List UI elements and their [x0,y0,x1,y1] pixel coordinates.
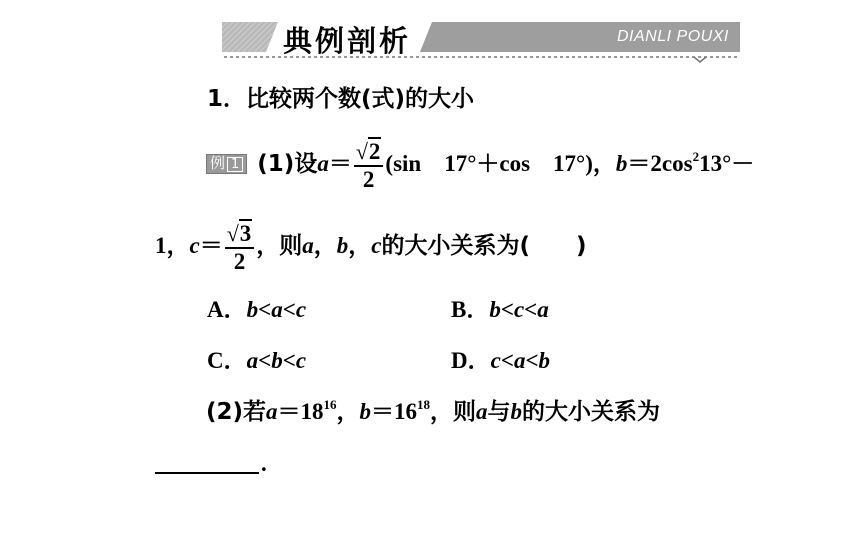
comma1: ， [313,232,337,258]
var-b: b [615,150,628,176]
option-a [207,298,306,321]
option-a-text: b<a<c [246,297,307,322]
comma2: ， [348,232,372,258]
equals-sign-c: ＝ [199,232,223,258]
line2-start: 1， [155,232,190,258]
answer-period: . [261,451,267,476]
expr-b-end: 13°－ [699,150,755,176]
list-c: c [371,232,382,258]
part2-prefix: (2)若 [206,399,267,425]
expr-b-exponent: 2 [692,148,700,164]
part1-prefix: (1)设 [257,150,318,177]
answer-blank[interactable] [155,472,259,474]
list-b: b [336,232,349,258]
option-d-text: c<a<b [490,348,551,373]
banner-graphic [0,0,861,70]
part2-eq-a: ＝18 [277,399,324,424]
option-b-label: B． [451,297,490,322]
option-d-label: D． [451,348,491,373]
part2-end: 的大小关系为 [522,399,661,425]
part2-exp-a: 16 [323,397,337,412]
fraction-sqrt3-over-2: $\frac{√3}{2}$ [225,222,255,273]
list-a: a [302,232,314,258]
expr-a: (sin 17°＋cos 17°)， [385,150,616,176]
section-banner [0,0,861,70]
part2-eq-b: ＝16 [371,399,418,424]
var-c: c [189,232,200,258]
line2-end: 的大小关系为( ) [381,232,587,259]
part2-var-a2: a [476,399,488,424]
part2-var-a: a [266,399,278,424]
expr-b-start: ＝2cos [627,150,693,176]
var-a: a [317,150,329,176]
section-heading: 1．比较两个数(式)的大小 [207,86,475,112]
part2-yu: 与 [487,399,511,425]
banner-title: 典例剖析 [283,24,412,58]
option-b-text: b<c<a [489,297,549,322]
example-badge: 例 1 [206,154,247,174]
part2-exp-b: 18 [417,397,431,412]
fraction-sqrt2-over-2: $\frac{√2}{2}$ [354,140,384,191]
part2-var-b2: b [510,399,523,424]
example-part1-line1 [206,140,754,191]
example-part1-line2 [155,222,587,273]
part2-mid: ，则 [430,399,477,425]
option-d [451,349,550,372]
part2-comma: ， [336,399,360,424]
option-c-label: C． [207,348,247,373]
option-c [207,349,306,372]
option-a-label: A． [207,297,247,322]
example-part2 [206,397,661,425]
option-b [451,298,549,321]
line2-mid: ，则 [256,232,303,259]
equals-sign: ＝ [328,150,352,176]
part2-var-b: b [359,399,372,424]
banner-pinyin: DIANLI POUXI [617,28,729,45]
option-c-text: a<b<c [246,348,307,373]
